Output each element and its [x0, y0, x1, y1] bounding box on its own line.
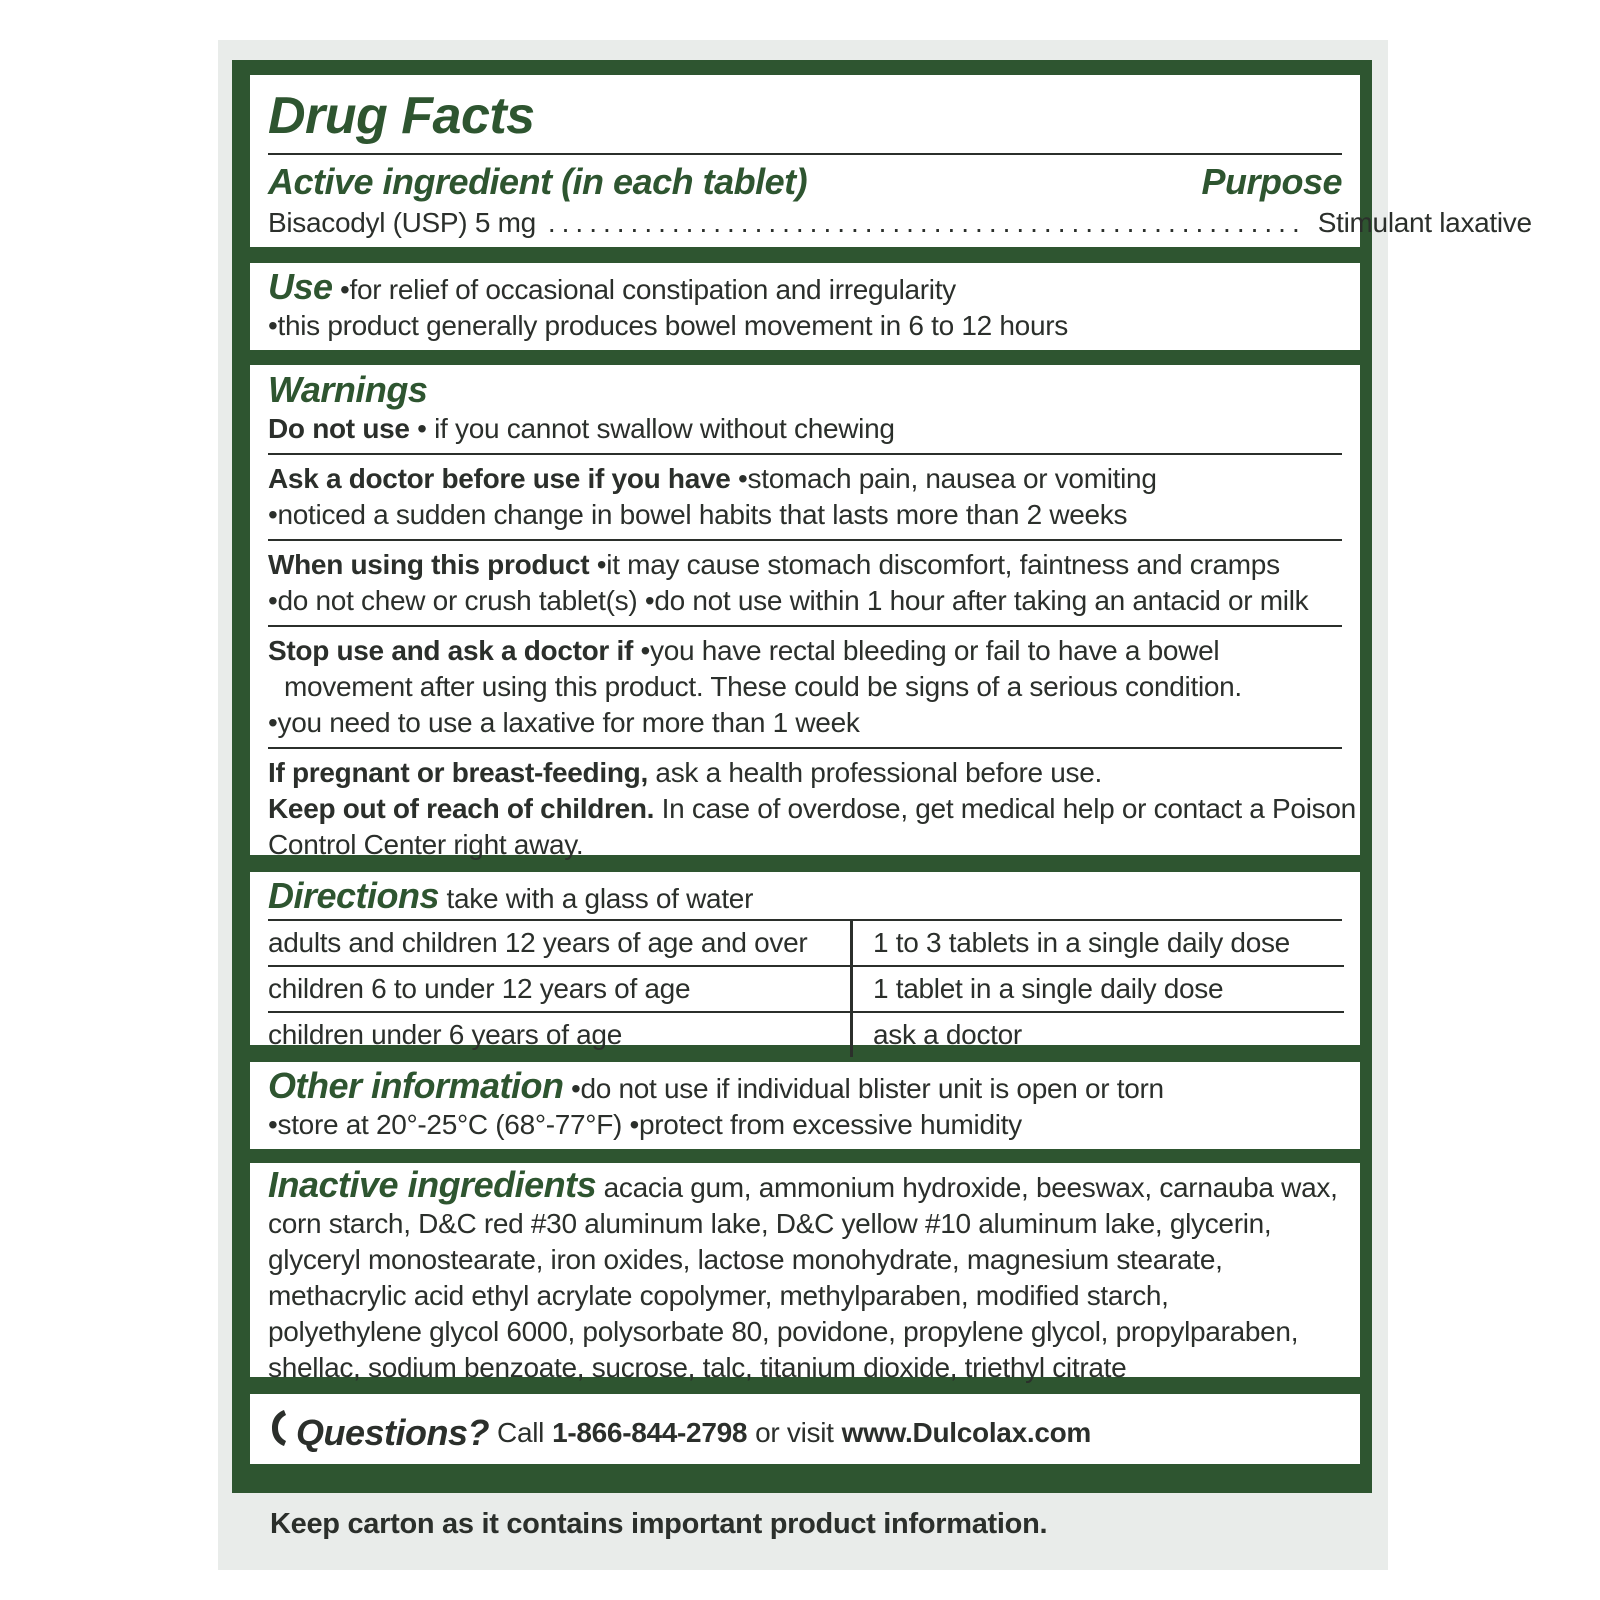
keep-out-text-2: Control Center right away. — [268, 829, 584, 860]
table-row — [268, 966, 1344, 1012]
directions-intro: take with a glass of water — [446, 883, 754, 914]
phone-icon — [268, 1408, 288, 1457]
purpose-value: Stimulant laxative — [1317, 207, 1532, 238]
dose-cell: 1 tablet in a single daily dose — [852, 966, 1345, 1012]
dose-cell: 1 to 3 tablets in a single daily dose — [873, 927, 1290, 958]
warnings-heading: Warnings — [268, 369, 428, 410]
purpose-heading: Purpose — [1201, 161, 1342, 202]
when-using-text-1: •it may cause stomach discomfort, faintness and cramps — [596, 549, 1280, 580]
use-line-1: •for relief of occasional constipation and irregularity — [340, 274, 956, 305]
when-using-text-2: •do not chew or crush tablet(s) •do not use within 1 hour after taking an antacid or milk — [268, 585, 1309, 616]
inactive-line-5: polyethylene glycol 6000, polysorbate 80, povidone, propylene glycol, propylparaben, — [268, 1316, 1299, 1347]
other-information-heading: Other information — [268, 1065, 564, 1106]
directions-table — [268, 921, 1344, 1057]
pregnant-text: ask a health professional before use. — [655, 757, 1102, 788]
table-row — [268, 1012, 1344, 1057]
age-group-cell: adults and children 12 years of age and over — [268, 921, 852, 966]
age-group-cell: children under 6 years of age — [268, 1012, 852, 1057]
questions-call: Call — [497, 1416, 545, 1448]
other-line-2: •store at 20°-25°C (68°-77°F) •protect from excessive humidity — [268, 1109, 1022, 1140]
do-not-use-text: • if you cannot swallow without chewing — [417, 413, 895, 444]
inactive-ingredients-box — [250, 1163, 1360, 1383]
ask-doctor-label: Ask a doctor before use if you have — [268, 463, 731, 494]
warnings-box — [250, 365, 1360, 860]
age-group-cell: children 6 to under 12 years of age — [268, 966, 852, 1012]
keep-out-text: In case of overdose, get medical help or contact a Poison — [661, 793, 1356, 824]
inactive-ingredients-heading: Inactive ingredients — [268, 1164, 597, 1205]
pregnant-label: If pregnant or breast-feeding, — [268, 757, 648, 788]
questions-phone[interactable]: 1-866-844-2798 — [552, 1416, 748, 1448]
directions-box — [250, 872, 1360, 1050]
when-using-label: When using this product — [268, 549, 590, 580]
dose-cell: ask a doctor — [852, 1012, 1345, 1057]
questions-box — [250, 1394, 1360, 1464]
inactive-line-2: corn starch, D&C red #30 aluminum lake, D&C yellow #10 aluminum lake, glycerin, — [268, 1208, 1272, 1239]
use-box — [250, 263, 1360, 350]
active-ingredient-value: Bisacodyl (USP) 5 mg — [268, 207, 536, 238]
page-title: Drug Facts — [268, 87, 535, 145]
ask-doctor-text-1: •stomach pain, nausea or vomiting — [738, 463, 1157, 494]
active-ingredient-heading: Active ingredient (in each tablet) — [268, 161, 808, 202]
questions-heading: Questions? — [296, 1411, 490, 1453]
do-not-use-label: Do not use — [268, 413, 410, 444]
directions-heading: Directions — [268, 875, 440, 916]
stop-use-text-3: •you need to use a laxative for more than 1 week — [268, 707, 860, 738]
carton-footer-note: Keep carton as it contains important product information. — [270, 1508, 1048, 1540]
stop-use-text-1: •you have rectal bleeding or fail to have a bowel — [640, 635, 1220, 666]
leader-dots: ....................................................... — [547, 207, 1306, 238]
ask-doctor-text-2: •noticed a sudden change in bowel habits that lasts more than 2 weeks — [268, 499, 1128, 530]
questions-or-visit: or visit — [755, 1416, 834, 1448]
inactive-line-6: shellac, sodium benzoate, sucrose, talc, titanium dioxide, triethyl citrate — [268, 1352, 1127, 1383]
inactive-line-4: methacrylic acid ethyl acrylate copolymer, methylparaben, modified starch, — [268, 1280, 1169, 1311]
stop-use-text-2: movement after using this product. These could be signs of a serious condition. — [284, 671, 1242, 702]
inactive-line-1: acacia gum, ammonium hydroxide, beeswax, carnauba wax, — [603, 1172, 1338, 1203]
other-line-1: •do not use if individual blister unit is open or torn — [570, 1073, 1164, 1104]
use-line-2: •this product generally produces bowel movement in 6 to 12 hours — [268, 310, 1068, 341]
use-heading: Use — [268, 266, 333, 307]
table-row — [268, 921, 1344, 966]
active-ingredient-box — [250, 75, 1532, 247]
inactive-line-3: glyceryl monostearate, iron oxides, lactose monohydrate, magnesium stearate, — [268, 1244, 1223, 1275]
other-information-box — [250, 1062, 1360, 1149]
keep-out-label: Keep out of reach of children. — [268, 793, 655, 824]
stop-use-label: Stop use and ask a doctor if — [268, 635, 634, 666]
questions-website-link[interactable]: www.Dulcolax.com — [841, 1416, 1091, 1448]
